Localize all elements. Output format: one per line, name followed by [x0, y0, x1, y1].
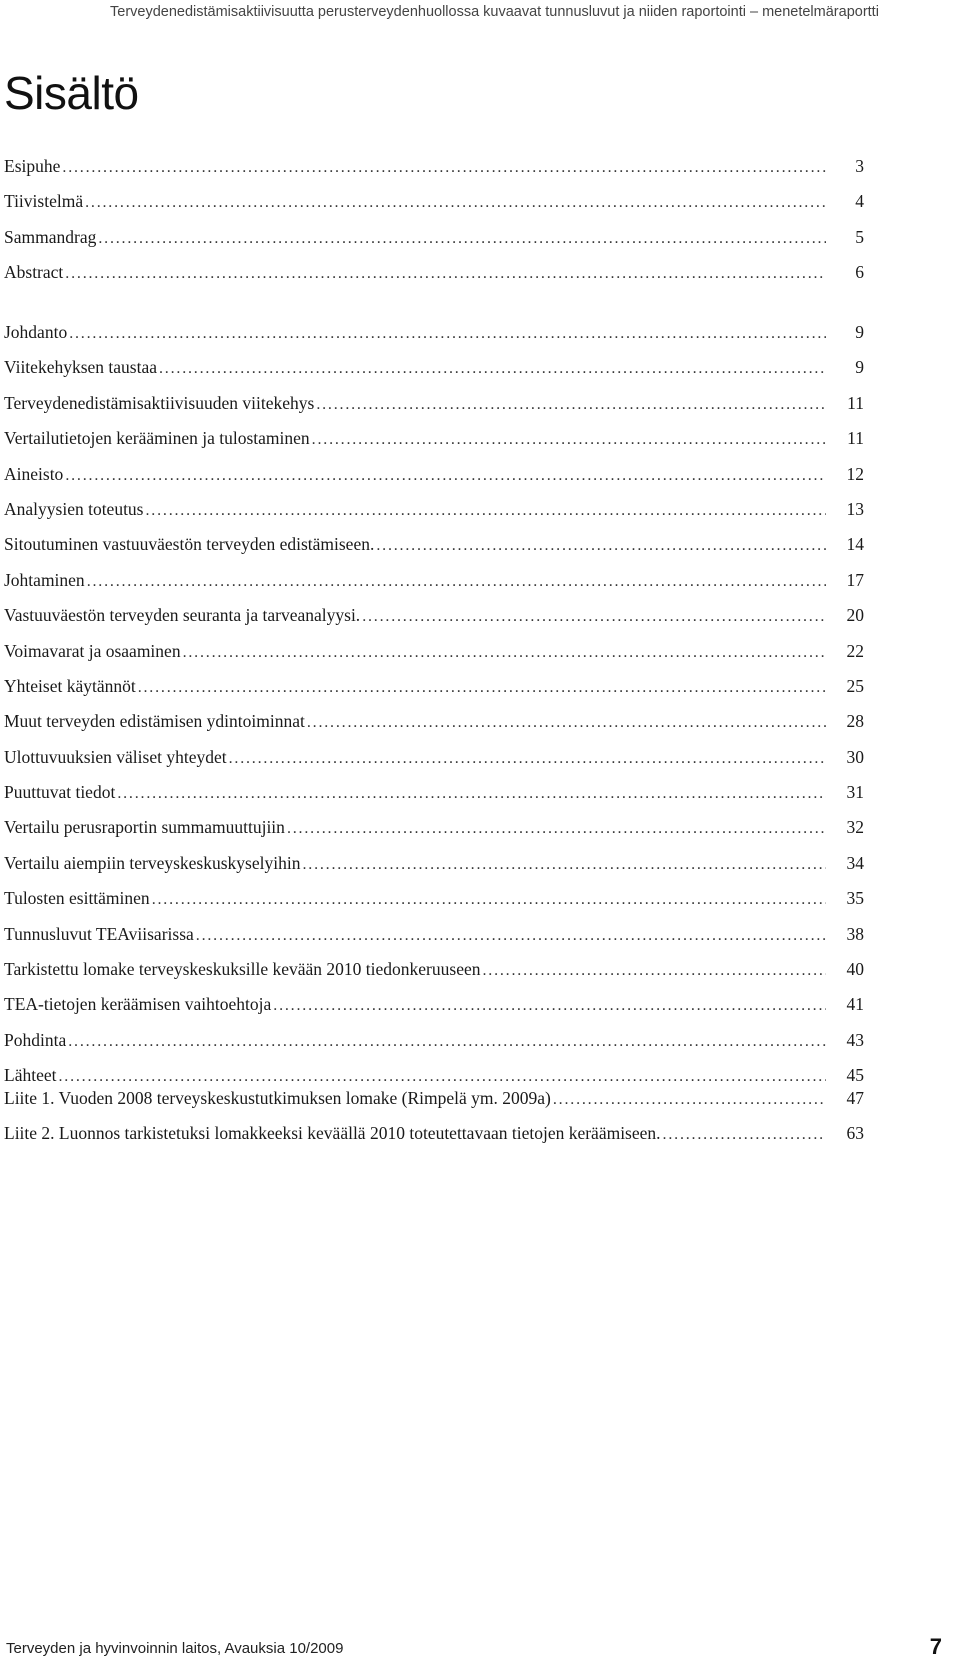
toc-entry-page: 40: [846, 959, 864, 980]
toc-dot-leader: [302, 856, 826, 874]
toc-entry[interactable]: [4, 1030, 864, 1065]
toc-entry-page: 12: [846, 463, 864, 484]
toc-dot-leader: [98, 230, 826, 248]
toc-entry-title: Yhteiset käytännöt: [4, 675, 136, 696]
toc-entry-page: 20: [846, 605, 864, 626]
toc-entry-title: Sitoutuminen vastuuväestön terveyden edistämiseen.: [4, 534, 375, 555]
toc-dot-leader: [65, 265, 826, 283]
toc-entry[interactable]: [4, 322, 864, 357]
toc-entry[interactable]: [4, 570, 864, 605]
toc-entry-page: 47: [846, 1088, 864, 1108]
toc-entry[interactable]: [4, 534, 864, 569]
toc-entry[interactable]: [4, 191, 864, 226]
toc-dot-leader: [159, 360, 826, 378]
toc-entry-page: 32: [846, 817, 864, 838]
toc-entry[interactable]: [4, 711, 864, 746]
toc-entry-page: 63: [846, 1123, 864, 1144]
toc-entry[interactable]: [4, 994, 864, 1029]
toc-dot-leader: [68, 1033, 826, 1051]
toc-entry-title: Puuttuvat tiedot: [4, 782, 116, 803]
toc-entry-page: 43: [846, 1029, 864, 1050]
toc-entry-page: 45: [846, 1065, 864, 1086]
toc-entry-page: 28: [846, 711, 864, 732]
toc-entry-page: 5: [855, 226, 864, 247]
toc-dot-leader: [85, 194, 826, 212]
toc-entry[interactable]: [4, 641, 864, 676]
toc-entry[interactable]: [4, 499, 864, 534]
toc-entry[interactable]: [4, 605, 864, 640]
toc-entry-title: Tarkistettu lomake terveyskeskuksille kevään 2010 tiedonkeruuseen: [4, 959, 481, 980]
toc-entry[interactable]: [4, 747, 864, 782]
toc-entry-title: TEA-tietojen keräämisen vaihtoehtoja: [4, 994, 272, 1015]
toc-entry-title: Liite 1. Vuoden 2008 terveyskeskustutkimuksen lomake (Rimpelä ym. 2009a): [4, 1088, 551, 1108]
toc-entry[interactable]: [4, 428, 864, 463]
toc-dot-leader: [87, 573, 826, 591]
toc-dot-leader: [362, 608, 826, 626]
running-header: Terveydenedistämisaktiivisuutta perusterveydenhuollossa kuvaavat tunnusluvut ja niiden raportointi – menetelmäraportti: [110, 4, 879, 20]
toc-entry-page: 35: [846, 888, 864, 909]
toc-entry-title: Esipuhe: [4, 156, 61, 176]
toc-entry-page: 11: [847, 392, 864, 413]
toc-entry-title: Johdanto: [4, 322, 68, 342]
toc-entry-page: 22: [846, 640, 864, 661]
toc-dot-leader: [482, 962, 826, 980]
toc-entry-title: Abstract: [4, 262, 64, 283]
toc-dot-leader: [663, 1126, 826, 1144]
toc-entry-page: 4: [855, 191, 864, 212]
toc-entry[interactable]: [4, 959, 864, 994]
toc-entry-title: Ulottuvuuksien väliset yhteydet: [4, 746, 227, 767]
toc-entry-title: Tunnusluvut TEAviisarissa: [4, 923, 194, 944]
toc-entry-page: 41: [846, 994, 864, 1015]
toc-entry-title: Vertailu aiempiin terveyskeskuskyselyihin: [4, 852, 301, 873]
toc-entry-title: Vastuuväestön terveyden seuranta ja tarveanalyysi.: [4, 605, 361, 626]
toc-entry[interactable]: [4, 924, 864, 959]
toc-entry-title: Johtaminen: [4, 569, 85, 590]
toc-group-front-matter: [4, 156, 864, 298]
toc-entry-page: 30: [846, 746, 864, 767]
toc-dot-leader: [183, 644, 826, 662]
toc-entry-title: Muut terveyden edistämisen ydintoiminnat: [4, 711, 305, 732]
toc-entry[interactable]: [4, 782, 864, 817]
toc-entry-page: 38: [846, 923, 864, 944]
toc-entry-title: Tulosten esittäminen: [4, 888, 150, 909]
toc-entry-page: 31: [846, 782, 864, 803]
toc-entry[interactable]: [4, 464, 864, 499]
toc-entry[interactable]: [4, 1088, 864, 1123]
toc-entry-page: 11: [847, 428, 864, 449]
toc-entry[interactable]: [4, 853, 864, 888]
toc-entry[interactable]: [4, 357, 864, 392]
toc-entry-page: 3: [855, 156, 864, 176]
toc-entry-title: Voimavarat ja osaaminen: [4, 640, 181, 661]
toc-dot-leader: [138, 679, 826, 697]
toc-dot-leader: [316, 396, 826, 414]
toc-dot-leader: [152, 891, 826, 909]
toc-entry[interactable]: [4, 262, 864, 297]
toc-entry[interactable]: [4, 156, 864, 191]
toc-entry-title: Vertailu perusraportin summamuuttujiin: [4, 817, 285, 838]
toc-entry-title: Sammandrag: [4, 226, 97, 247]
toc-entry-page: 17: [846, 569, 864, 590]
toc-dot-leader: [376, 537, 826, 555]
toc-dot-leader: [553, 1091, 826, 1109]
toc-entry[interactable]: [4, 1123, 864, 1158]
toc-entry-title: Lähteet: [4, 1065, 57, 1086]
page-title: Sisältö: [4, 67, 139, 119]
toc-entry-page: 9: [855, 357, 864, 378]
toc-dot-leader: [58, 1068, 826, 1086]
toc-dot-leader: [117, 785, 826, 803]
toc-entry[interactable]: [4, 817, 864, 852]
footer-publisher: Terveyden ja hyvinvoinnin laitos, Avauksia 10/2009: [6, 1640, 344, 1657]
toc-group-chapters: [4, 322, 864, 1101]
page-number: 7: [929, 1634, 942, 1659]
toc-dot-leader: [69, 325, 826, 343]
toc-entry-title: Aineisto: [4, 463, 64, 484]
toc-dot-leader: [229, 750, 826, 768]
toc-entry[interactable]: [4, 676, 864, 711]
toc-entry-page: 14: [846, 534, 864, 555]
toc-entry[interactable]: [4, 227, 864, 262]
toc-entry-title: Liite 2. Luonnos tarkistetuksi lomakkeeksi keväällä 2010 toteutettavaan tietojen keräämiseen.: [4, 1123, 661, 1144]
toc-entry-page: 34: [846, 852, 864, 873]
toc-dot-leader: [62, 159, 826, 177]
toc-dot-leader: [65, 467, 826, 485]
toc-dot-leader: [196, 927, 826, 945]
toc-entry[interactable]: [4, 393, 864, 428]
toc-dot-leader: [312, 431, 826, 449]
toc-entry-title: Pohdinta: [4, 1029, 67, 1050]
toc-entry-title: Viitekehyksen taustaa: [4, 357, 157, 378]
toc-dot-leader: [307, 714, 826, 732]
toc-entry-page: 13: [846, 498, 864, 519]
toc-entry-page: 9: [855, 322, 864, 342]
toc-entry-title: Analyysien toteutus: [4, 498, 144, 519]
toc-entry[interactable]: [4, 888, 864, 923]
toc-entry-title: Vertailutietojen kerääminen ja tulostaminen: [4, 428, 310, 449]
toc-entry-title: Terveydenedistämisaktiivisuuden viitekehys: [4, 392, 315, 413]
toc-dot-leader: [146, 502, 827, 520]
toc-entry-title: Tiivistelmä: [4, 191, 84, 212]
toc-dot-leader: [287, 820, 826, 838]
toc-entry-page: 6: [855, 262, 864, 283]
toc-entry-page: 25: [846, 675, 864, 696]
toc-group-appendices: [4, 1088, 864, 1159]
toc-dot-leader: [273, 997, 826, 1015]
